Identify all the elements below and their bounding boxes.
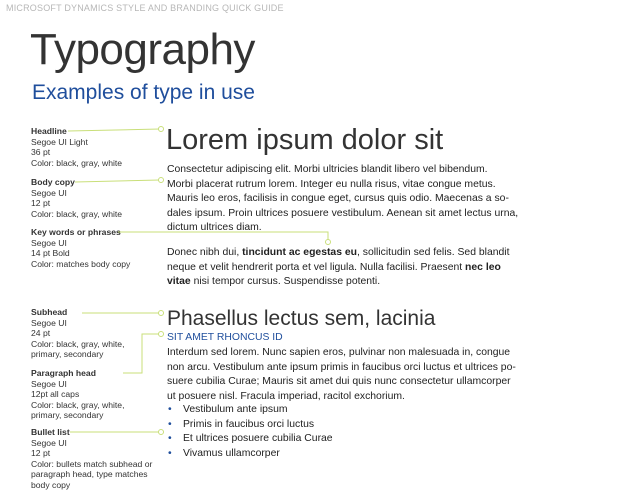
- text-line: Interdum sed lorem. Nunc sapien eros, pulvinar non malesuada in, congue: [167, 347, 511, 358]
- keyword-phrase: vitae: [167, 276, 191, 288]
- text-line: [167, 246, 535, 261]
- annotation-line: Color: black, gray, white,: [31, 338, 125, 349]
- leader-dot: [159, 430, 164, 435]
- text-line: [167, 261, 535, 276]
- annotation-line: paragraph head, type matches: [31, 469, 148, 480]
- text-line: ut posuere nisl. Fracula imperiad, racitol exchorium.: [167, 390, 405, 402]
- leader-dot: [159, 311, 164, 316]
- annotation-title: Subhead: [31, 307, 68, 317]
- annotation-title: Paragraph head: [31, 368, 96, 378]
- annotation-title: Body copy: [31, 177, 75, 187]
- annotation-line: Color: black, gray, white: [31, 208, 123, 219]
- annotation-line: Segoe UI: [31, 187, 67, 198]
- annotation-title: Bullet list: [31, 427, 70, 437]
- annotation-subhead: [31, 307, 124, 360]
- leader-line-paragraph-head: [123, 334, 160, 373]
- annotation-line: Segoe UI: [31, 237, 67, 248]
- annotation-line: Color: matches body copy: [31, 258, 131, 269]
- annotation-line: 36 pt: [31, 147, 51, 158]
- leader-dot: [326, 240, 331, 245]
- keyword-phrase: nec leo: [465, 261, 501, 273]
- list-item: • Et ultrices posuere cubilia Curae: [167, 432, 333, 447]
- annotation-line: 14 pt Bold: [31, 248, 70, 259]
- annotation-body-copy: [31, 177, 122, 219]
- annotation-keywords: [31, 227, 130, 269]
- sample-paragraph-head: SIT AMET RHONCUS ID: [167, 332, 283, 343]
- text-run: Donec nibh dui,: [167, 247, 243, 258]
- annotation-line: Segoe UI Light: [31, 136, 88, 147]
- text-run: , sollicitudin sed felis. Sed blandit: [357, 247, 510, 258]
- list-item: • Primis in faucibus orci luctus: [167, 418, 333, 433]
- sample-paragraph-1: [167, 163, 535, 236]
- text-line: Morbi placerat rutrum lorem. Integer eu nulla risus, vitae congue metus.: [167, 178, 496, 190]
- text-run: nisi tempor cursus. Suspendisse potenti.: [190, 276, 381, 288]
- annotation-bullet-list: [31, 427, 152, 491]
- keyword-phrase: tincidunt ac egestas eu: [242, 247, 357, 258]
- annotation-line: primary, secondary: [31, 349, 104, 360]
- text-run: neque et velit hendrerit porta et vel ligula. Nulla facilisi. Praesent: [167, 261, 466, 273]
- text-line: dales ipsum. Proin ultrices posuere vestibulum. Aenean sit amet lectus urna,: [167, 207, 519, 219]
- sample-paragraph-2: [167, 246, 535, 290]
- sample-headline: Lorem ipsum dolor sit: [166, 124, 444, 156]
- text-line: Consectetur adipiscing elit. Morbi ultricies blandit libero vel bibendum.: [167, 164, 488, 175]
- list-item: • Vivamus ullamcorper: [167, 447, 333, 462]
- text-line: Mauris leo eros, facilisis in congue eget, cursus quis odio. Maecenas a so-: [167, 193, 509, 205]
- sample-paragraph-3: [167, 346, 535, 404]
- text-line: dictum ultrices diam.: [167, 222, 262, 234]
- leader-dot: [159, 332, 164, 337]
- document-header: MICROSOFT DYNAMICS STYLE AND BRANDING QUICK GUIDE: [6, 3, 284, 13]
- annotation-title: Headline: [31, 126, 67, 136]
- sample-bullet-list: [167, 403, 333, 461]
- list-item: • Vestibulum ante ipsum: [167, 403, 333, 418]
- text-line: [167, 275, 535, 290]
- annotation-paragraph-head: [31, 368, 124, 421]
- annotation-line: Color: bullets match subhead or: [31, 458, 153, 469]
- leader-dot: [159, 178, 164, 183]
- annotation-line: Segoe UI: [31, 317, 67, 328]
- annotation-line: Color: black, gray, white,: [31, 399, 125, 410]
- annotation-line: 12 pt: [31, 198, 51, 209]
- page-title: Typography: [30, 25, 255, 74]
- annotation-line: Segoe UI: [31, 437, 67, 448]
- annotation-title: Key words or phrases: [31, 227, 121, 237]
- page-subtitle: Examples of type in use: [32, 81, 255, 104]
- leader-dot: [159, 127, 164, 132]
- annotation-line: Segoe UI: [31, 378, 67, 389]
- annotation-line: Color: black, gray, white: [31, 157, 123, 168]
- annotation-line: 12 pt: [31, 448, 51, 459]
- annotation-line: 12pt all caps: [31, 389, 80, 400]
- annotation-line: primary, secondary: [31, 410, 104, 421]
- text-line: non arcu. Vestibulum ante ipsum primis in faucibus orci luctus et ultrices po-: [167, 361, 516, 373]
- annotation-headline: [31, 126, 122, 168]
- annotation-line: 24 pt: [31, 328, 51, 339]
- text-line: suere cubilia Curae; Mauris sit amet dui quis nunc consectetur ullamcorper: [167, 376, 511, 388]
- annotation-line: body copy: [31, 479, 71, 490]
- sample-subhead: Phasellus lectus sem, lacinia: [167, 307, 436, 330]
